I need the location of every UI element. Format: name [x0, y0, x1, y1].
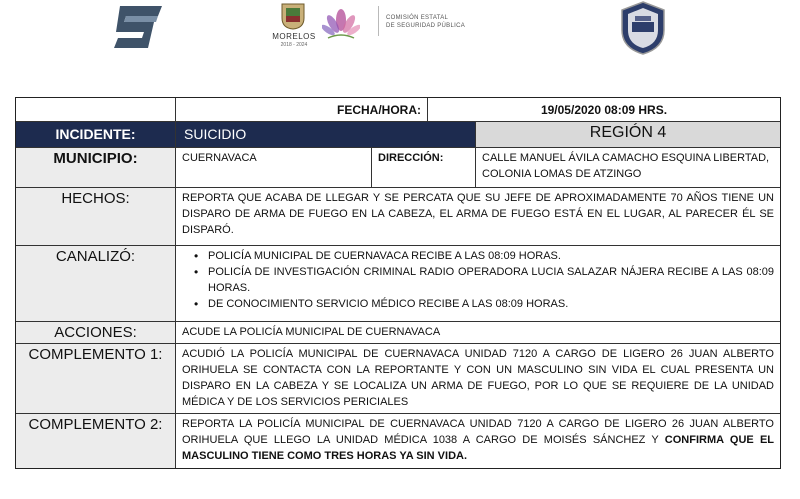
municipio-label: MUNICIPIO: [16, 148, 176, 187]
incidente-label: INCIDENTE: [16, 122, 176, 147]
incident-report-table [15, 97, 781, 469]
list-item: • POLICÍA MUNICIPAL DE CUERNAVACA RECIBE A LAS 08:09 HORAS. [182, 248, 774, 264]
hechos-value: REPORTA QUE ACABA DE LLEGAR Y SE PERCATA QUE SU JEFE DE APROXIMADAMENTE 70 AÑOS TIENE UN DISPARO DE ARMA DE FUEGO EN LA CABEZA, EL ARMA DE FUEGO ESTÁ EN EL LUGAR, AL PARECER ÉL SE DISPARÓ. [182, 192, 774, 236]
municipio-value: CUERNAVACA [176, 148, 372, 187]
canalizo-label: CANALIZÓ: [16, 246, 176, 321]
acciones-label: ACCIONES: [16, 322, 176, 343]
row-incidente [16, 122, 780, 148]
ces-title-line1: COMISIÓN ESTATAL [386, 15, 449, 21]
ces-logo [112, 4, 166, 50]
page-header [0, 0, 800, 70]
list-item: • POLICÍA DE INVESTIGACIÓN CRIMINAL RADIO OPERADORA LUCIA SALAZAR NÁJERA RECIBE A LAS 08:09 HORAS. [182, 264, 774, 296]
morelos-label: MORELOS [272, 32, 316, 41]
complemento2-bold: CONFIRMA QUE EL MASCULINO TIENE COMO TRES HORAS YA SIN VIDA. [182, 434, 775, 462]
region-value: REGIÓN 4 [476, 122, 780, 147]
canalizo-list [182, 248, 774, 312]
ces-title [386, 14, 465, 30]
flower-icon [322, 8, 360, 42]
fecha-label: FECHA/HORA: [176, 98, 428, 121]
morelos-logo [272, 2, 392, 56]
row-municipio [16, 148, 780, 188]
blank-cell [16, 98, 176, 121]
row-fecha [16, 98, 780, 122]
incidente-value: SUICIDIO [176, 122, 476, 147]
complemento2-value: REPORTA LA POLICÍA MUNICIPAL DE CUERNAVACA UNIDAD 7120 A CARGO DE LIGERO 26 JUAN ALBERTO ORIHUELA QUE LLEGO LA UNIDAD MÉDICA 1038 A CARGO DE MOISÉS SÁNCHEZ Y [182, 418, 774, 446]
direccion-label: DIRECCIÓN: [372, 148, 476, 187]
complemento1-label: COMPLEMENTO 1: [16, 344, 176, 413]
morelos-shield-icon [280, 2, 306, 30]
fecha-value: 19/05/2020 08:09 HRS. [540, 103, 668, 117]
row-complemento-2 [16, 414, 780, 468]
morelos-years: 2018 - 2024 [280, 42, 308, 48]
list-item: • DE CONOCIMIENTO SERVICIO MÉDICO RECIBE A LAS 08:09 HORAS. [182, 296, 774, 312]
canalizo-list-cell [176, 246, 780, 321]
complemento2-text [176, 414, 780, 468]
direccion-value: CALLE MANUEL ÁVILA CAMACHO ESQUINA LIBERTAD, COLONIA LOMAS DE ATZINGO [482, 152, 770, 180]
row-canalizo [16, 246, 780, 322]
ces-title-line2: DE SEGURIDAD PÚBLICA [386, 23, 466, 29]
police-badge-icon [618, 0, 668, 56]
hechos-label: HECHOS: [16, 188, 176, 245]
header-divider [378, 6, 379, 36]
row-complemento-1 [16, 344, 780, 414]
row-acciones [16, 322, 780, 344]
complemento1-value: ACUDIÓ LA POLICÍA MUNICIPAL DE CUERNAVACA UNIDAD 7120 A CARGO DE LIGERO 26 JUAN ALBERTO ORIHUELA SE CONTACTA CON LA REPORTANTE Y CON UN MASCULINO SIN VIDA EL CUAL PRESENTA UN DISPARO EN LA CABEZA Y SE LOCALIZA UN ARMA DE FUEGO, POR LO QUE SE REQUIERE DE LA UNIDAD MÉDICA Y DE LOS SERVICIOS PERICIALES [182, 348, 774, 408]
row-hechos [16, 188, 780, 246]
complemento2-label: COMPLEMENTO 2: [16, 414, 176, 468]
acciones-value: ACUDE LA POLICÍA MUNICIPAL DE CUERNAVACA [182, 326, 441, 338]
